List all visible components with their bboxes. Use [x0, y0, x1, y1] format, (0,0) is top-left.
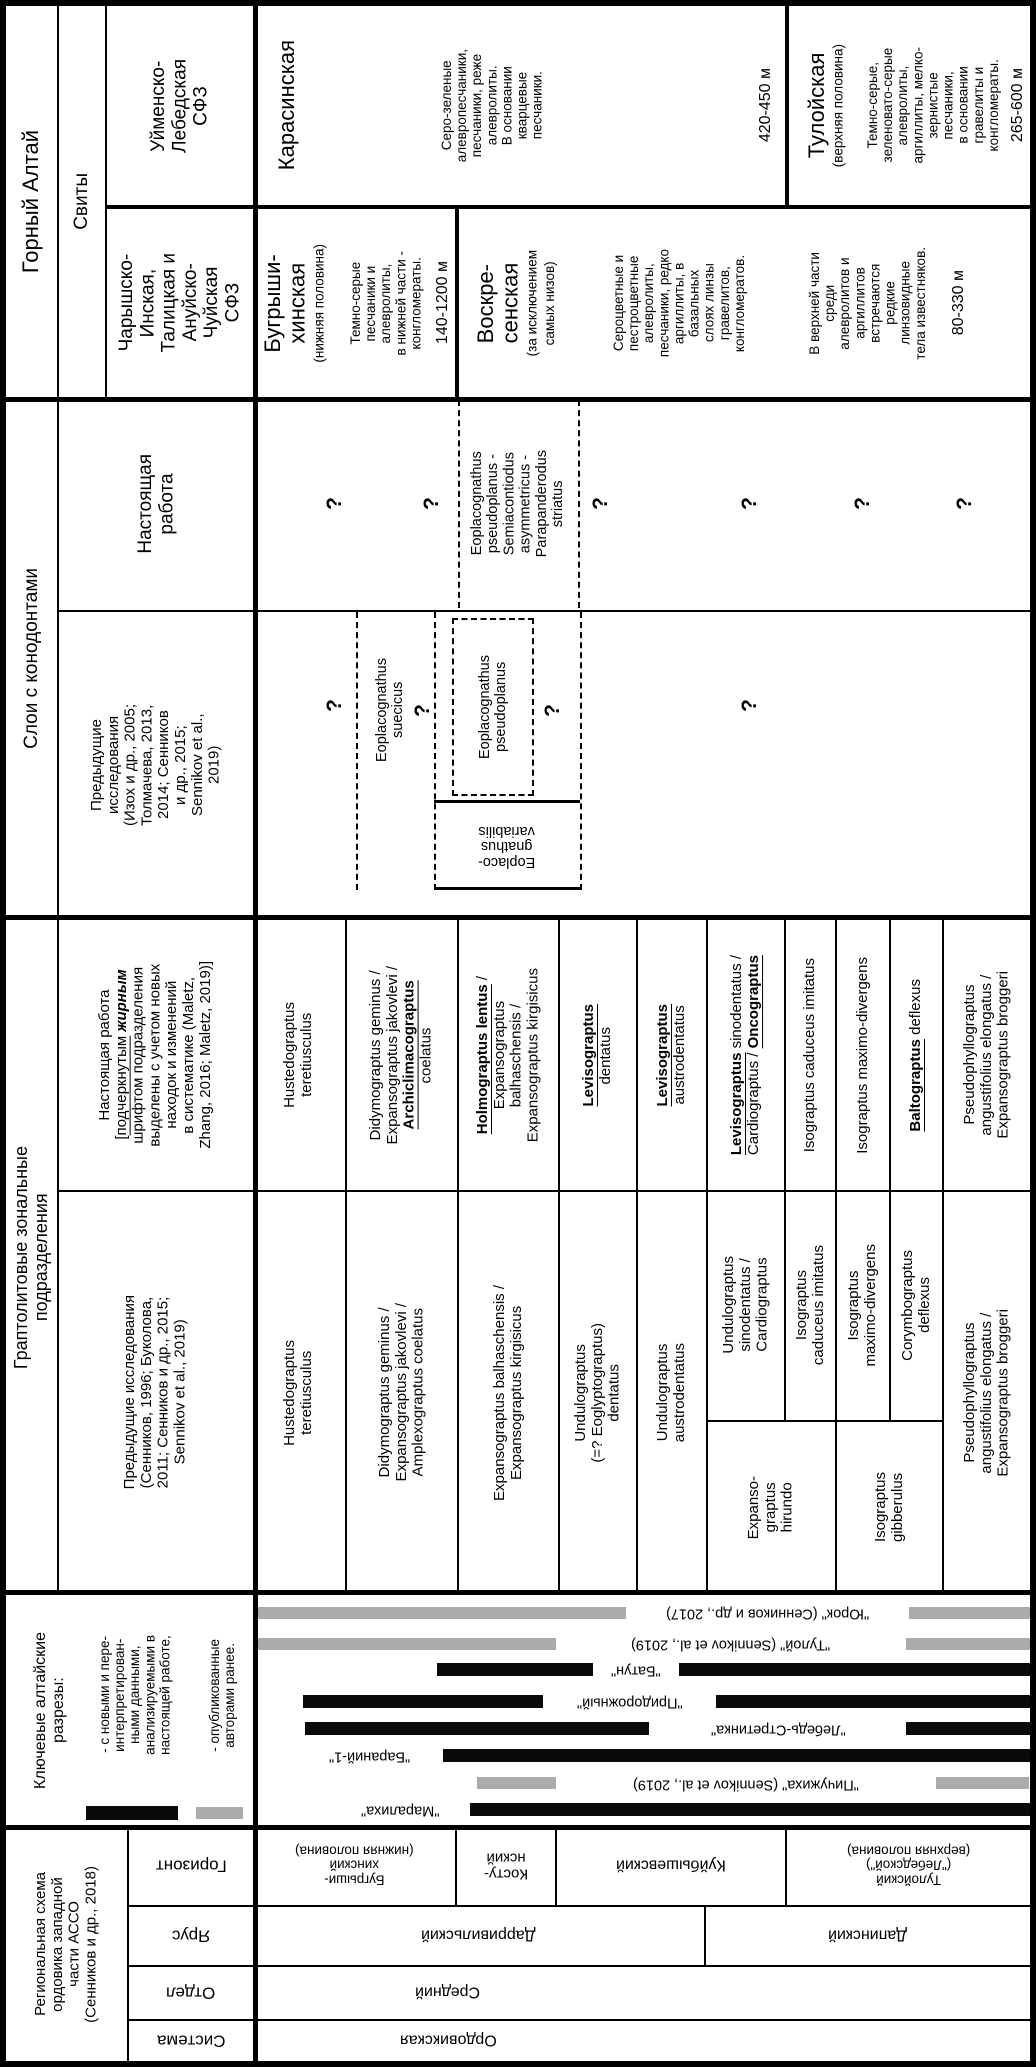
bar-lebed-stretinka-left	[305, 1722, 649, 1735]
zone-prev-didymograptus: Didymograptus geminus / Expansograptus jakovlevi / Amplexograptus coelatus	[345, 1190, 457, 1595]
zone-prev-hustedograptus: Hustedograptus teretiusculus	[281, 1339, 315, 1446]
border-formations-conodonts	[6, 397, 1030, 402]
formation-karasinskaya-desc: Серо-зеленые алевропесчаники, песчаники, реже алевролиты. В основании кварцевые песчаники.	[439, 48, 545, 163]
graptolite-group-title: Граптолитовые зональные подразделения	[11, 1145, 52, 1370]
border-outer-bottom	[0, 2061, 1036, 2067]
graptolite-group-title-cell	[6, 920, 57, 1595]
regional-label-sistema: Система	[127, 2019, 253, 2061]
formation-voskresenskaya-thickness: 80-330 м	[950, 270, 968, 336]
key-sections-legend-cell	[6, 1595, 253, 1825]
formation-bugryshikhinskaya-name: Бугрыши- хинская (нижняя половина)	[260, 243, 327, 363]
conodont-pseudoplanus-box	[452, 618, 534, 796]
regional-scheme-title: Региональная схема ордовика западной части АССО (Сенников и др., 2018)	[31, 1865, 100, 2023]
formation-tuloyskaya-thickness: 265-600 м	[1009, 68, 1027, 143]
border-outer-right	[1030, 0, 1036, 2067]
formation-karasinskaya-thickness: 420-450 м	[757, 68, 775, 143]
conodont-variabilis-box	[434, 800, 580, 890]
bar-lebed-stretinka-label: "Лебедь-Стретинка"	[710, 1721, 846, 1738]
series-sredny: Средний	[415, 1983, 481, 2001]
bar-maralikha	[470, 1803, 1030, 1816]
border-graptolite-subrow	[706, 1420, 942, 1422]
conodont-dashed-line	[356, 612, 358, 890]
conodont-group-title-cell	[6, 397, 57, 920]
formation-bugryshikhinskaya	[253, 209, 455, 397]
sfz-charysh-label: Чарышско- Инская, Талицкая и Ануйско- Чуйская СФЗ	[116, 253, 244, 353]
border-header-data	[253, 0, 258, 2067]
zone-now-isograptus-maximo: Isograptus maximo-divergens	[835, 920, 889, 1190]
conodont-suecicus-zone: Eoplacognathus suecicus	[373, 658, 406, 762]
horizon-kostunsky: Косту- нский	[455, 1825, 555, 1905]
bar-batun-right	[679, 1663, 1030, 1676]
zone-now-didymograptus: Didymograptus geminus / Expansograptus jakovlevi / Archiclimacograptus coelatus	[345, 920, 457, 1190]
conodont-dashed-line	[580, 612, 582, 890]
conodont-pseudoplanus-zone: Eoplacognathus pseudoplanus	[476, 655, 509, 759]
border-outer-top	[0, 0, 1036, 6]
zone-prev-corymbograptus-deflexus: Corymbograptus deflexus	[889, 1190, 942, 1420]
legend-new-data-label: - с новыми и пере- интерпретирован- ными данными, анализируемыми в настоящей работе,	[97, 1635, 173, 1755]
conodont-prev-qmark-4: ?	[738, 698, 762, 712]
conodont-prev-header-cell	[59, 610, 253, 920]
border-otdel-sistema	[127, 2019, 1030, 2021]
horizon-tuloysky: Тулойский ("Лебедской") (верхняя половина)	[785, 1825, 1030, 1905]
key-sections-title: Ключевые алтайские разрезы:	[32, 1631, 67, 1789]
bar-pridorozhny-left	[303, 1695, 543, 1708]
formations-group-title-cell	[6, 6, 57, 397]
svity-header-cell	[59, 6, 105, 397]
bar-barany-1-label: "Бараний-1"	[329, 1748, 411, 1765]
regional-label-yarus: Ярус	[127, 1905, 253, 1965]
border-outer-left	[0, 0, 6, 2067]
legend-published-label: - опубликованные авторами ранее.	[206, 1638, 237, 1752]
formation-karasinskaya-name: Карасинская	[273, 40, 299, 171]
conodont-now-qmark-4: ?	[738, 497, 762, 510]
formation-karasinskaya	[253, 6, 785, 205]
horizon-bugryshikhinsky: Бугрыши- хинский (нижняя половина)	[294, 1843, 414, 1888]
zone-now-pseudophyllograptus: Pseudophyllograptus angustifolius elongatus / Expansograptus broggeri	[942, 920, 1030, 1190]
stage-darrivilsky: Дарривильский	[421, 1926, 536, 1944]
bar-batun-left	[437, 1663, 593, 1676]
border-sfz-divider	[107, 205, 1030, 209]
conodont-prev-qmark-1: ?	[323, 698, 347, 712]
zone-now-levisograptus-sinodentatus: Levisograptus sinodentatus / Cardiograptus / Oncograptus	[706, 920, 784, 1190]
border-conodonts-graptolites	[6, 915, 1030, 920]
graptolite-prev-header-cell	[59, 1190, 253, 1595]
zone-now-holmograptus: Holmograptus lentus / Expansograptus balhaschensis / Expansograptus kirgisicus	[457, 920, 558, 1190]
conodont-now-qmark-2: ?	[420, 497, 444, 510]
conodont-now-qmark-6: ?	[953, 497, 977, 510]
zone-now-baltograptus-deflexus: Baltograptus deflexus	[889, 920, 942, 1190]
bar-lebed-stretinka-right	[906, 1722, 1030, 1735]
conodont-prev-qmark-2: ?	[411, 703, 435, 717]
bar-pichuzhikha-right	[936, 1777, 1029, 1789]
conodont-now-qmark-5: ?	[851, 497, 875, 510]
graptolite-prev-header: Предыдущие исследования (Сенников, 1996; Буколова, 2011; Сенников и др., 2015; Sennikov et al., 2019)	[121, 1295, 189, 1490]
conodont-now-header-cell	[59, 397, 253, 610]
conodont-now-header: Настоящая работа	[134, 453, 177, 554]
formation-voskresenskaya-desc2: В верхней части среди алевролитов и аргиллитов встречаются редкие линзовидные тела известняков.	[806, 246, 928, 360]
border-graptolites-sections	[6, 1590, 1030, 1595]
zone-now-hustedograptus: Hustedograptus teretiusculus	[281, 1002, 315, 1108]
graptolite-now-header: Настоящая работа [подчеркнутым жирным шрифтом подразделения выделены с учетом новых находок и изменений в систематике (Maletz, Zhang, 2016; Maletz, 2019)]	[96, 961, 214, 1149]
formation-voskresenskaya-desc1: Сероцветные и пестроцветные алевролиты, песчаники, редко аргиллиты, в базальных слоях линзы гравелитов, конгломератов.	[611, 248, 747, 358]
formation-tuloyskaya-name: Тулойская (верхняя половина)	[803, 43, 846, 168]
bar-maralikha-label: "Маралиха"	[360, 1802, 440, 1819]
conodont-group-title: Слои с конодонтами	[20, 568, 42, 749]
zone-now-levisograptus-austrodentatus: Levisograptus austrodentatus	[636, 920, 706, 1190]
zone-now-isograptus-caduceus: Isograptus caduceus imitatus	[784, 920, 835, 1190]
formations-group-title: Горный Алтай	[18, 129, 44, 274]
sfz-uymen-lebed-label: Уйменско- Лебедская СФЗ	[148, 58, 212, 153]
bar-pridorozhny-label: "Придорожный"	[577, 1694, 683, 1711]
zone-prev-pseudophyllograptus: Pseudophyllograptus angustifolius elongatus / Expansograptus broggeri	[942, 1190, 1030, 1595]
bar-batun-label: "Батун"	[611, 1662, 661, 1679]
stage-dapinsky: Дапинский	[704, 1905, 1030, 1965]
bar-pichuzhikha-left	[477, 1777, 556, 1789]
border-svity-col	[105, 6, 107, 397]
border-sections-regional	[6, 1825, 1030, 1830]
border-yarus-otdel	[127, 1965, 1030, 1967]
zone-prev-undulograptus-dentatus: Undulograptus (=? Eoglyptograptus) dentatus	[558, 1190, 636, 1595]
border-conodont-now-prev	[59, 610, 1030, 612]
sfz-charysh-cell	[107, 209, 253, 397]
conodont-now-qmark-1: ?	[323, 497, 347, 510]
conodont-variabilis-zone: Eoplaco- gnathus variabilis	[478, 822, 536, 870]
conodont-now-zone-cell	[460, 402, 576, 606]
bar-tuloy-label: "Тулой" (Sennikov et al., 2019)	[631, 1636, 831, 1653]
conodont-prev-header: Предыдущие исследования (Изох и др., 2005; Толмачева, 2013, 2014; Сенников и др., 2015; Sennikov et al., 2019)	[87, 703, 223, 826]
bar-pichuzhikha-label: "Пичужиха" (Sennikov et al., 2019)	[633, 1776, 859, 1793]
zone-prev-expansograptus-balhaschensis: Expansograptus balhaschensis / Expansograptus kirgisicus	[457, 1190, 558, 1595]
zone-prev-undulograptus-austrodentatus: Undulograptus austrodentatus	[636, 1190, 706, 1595]
bar-tuloy-left	[257, 1638, 556, 1650]
zone-prev-isograptus-caduceus: Isograptus caduceus imitatus	[784, 1190, 835, 1420]
formation-tuloyskaya	[785, 6, 1030, 205]
system-ordovik: Ордовикская	[399, 2031, 497, 2049]
formation-tuloyskaya-desc: Темно-серые, зеленовато-серые алевролиты, аргиллиты, мелко- зернистые песчаники, в основании гравелиты и конгломераты.	[865, 47, 1001, 164]
formation-bugryshikhinskaya-desc: Темно-серые песчаники и алевролиты, в нижней части - конгломераты.	[348, 250, 424, 356]
formation-voskresenskaya	[455, 209, 1030, 397]
graptolite-now-header-cell	[59, 920, 253, 1190]
legend-published-swatch	[196, 1807, 243, 1819]
conodont-now-zone: Eoplacognathus pseudoplanus - Semiacontiodus asymmetricus - Parapanderodus striatus	[469, 450, 567, 558]
zone-prev-undulograptus-sinodentatus: Undulograptus sinodentatus / Cardiograptus	[706, 1190, 784, 1420]
border-title-col	[57, 6, 59, 1595]
legend-new-data-swatch	[86, 1806, 178, 1820]
border-gorizont-yarus	[127, 1905, 1030, 1907]
formation-bugryshikhinskaya-thickness: 140-1200 м	[434, 261, 452, 345]
regional-scheme-title-cell	[6, 1825, 127, 2063]
formation-voskresenskaya-name: Воскре- сенская (за исключением самых низов)	[473, 249, 558, 357]
zone-prev-expansograptus-hirundo: Expanso- graptus hirundo	[706, 1420, 835, 1595]
bar-yurok-right	[909, 1607, 1030, 1619]
sfz-uymen-lebed-cell	[107, 6, 253, 205]
svity-label: Свиты	[71, 173, 93, 230]
regional-label-otdel: Отдел	[127, 1965, 253, 2019]
regional-label-gorizont: Горизонт	[127, 1825, 253, 1905]
border-graptolite-now-prev	[59, 1190, 1030, 1192]
bar-pridorozhny-right	[716, 1695, 1030, 1708]
zone-prev-isograptus-maximo: Isograptus maximo-divergens	[835, 1190, 889, 1420]
horizon-kuybyshevsky: Куйбышевский	[555, 1825, 785, 1905]
zone-now-levisograptus-dentatus: Levisograptus dentatus	[558, 920, 636, 1190]
conodont-dashed-line	[578, 400, 580, 608]
zone-prev-isograptus-gibberulus: Isograptus gibberulus	[835, 1420, 942, 1595]
conodont-now-qmark-3: ?	[589, 497, 613, 510]
bar-yurok-label: "Юрок" (Сенников и др., 2017)	[666, 1605, 870, 1622]
bar-tuloy-right	[906, 1638, 1030, 1650]
bar-yurok-left	[257, 1607, 626, 1619]
conodont-prev-qmark-3: ?	[541, 703, 565, 717]
bar-barany-1	[443, 1749, 1030, 1762]
